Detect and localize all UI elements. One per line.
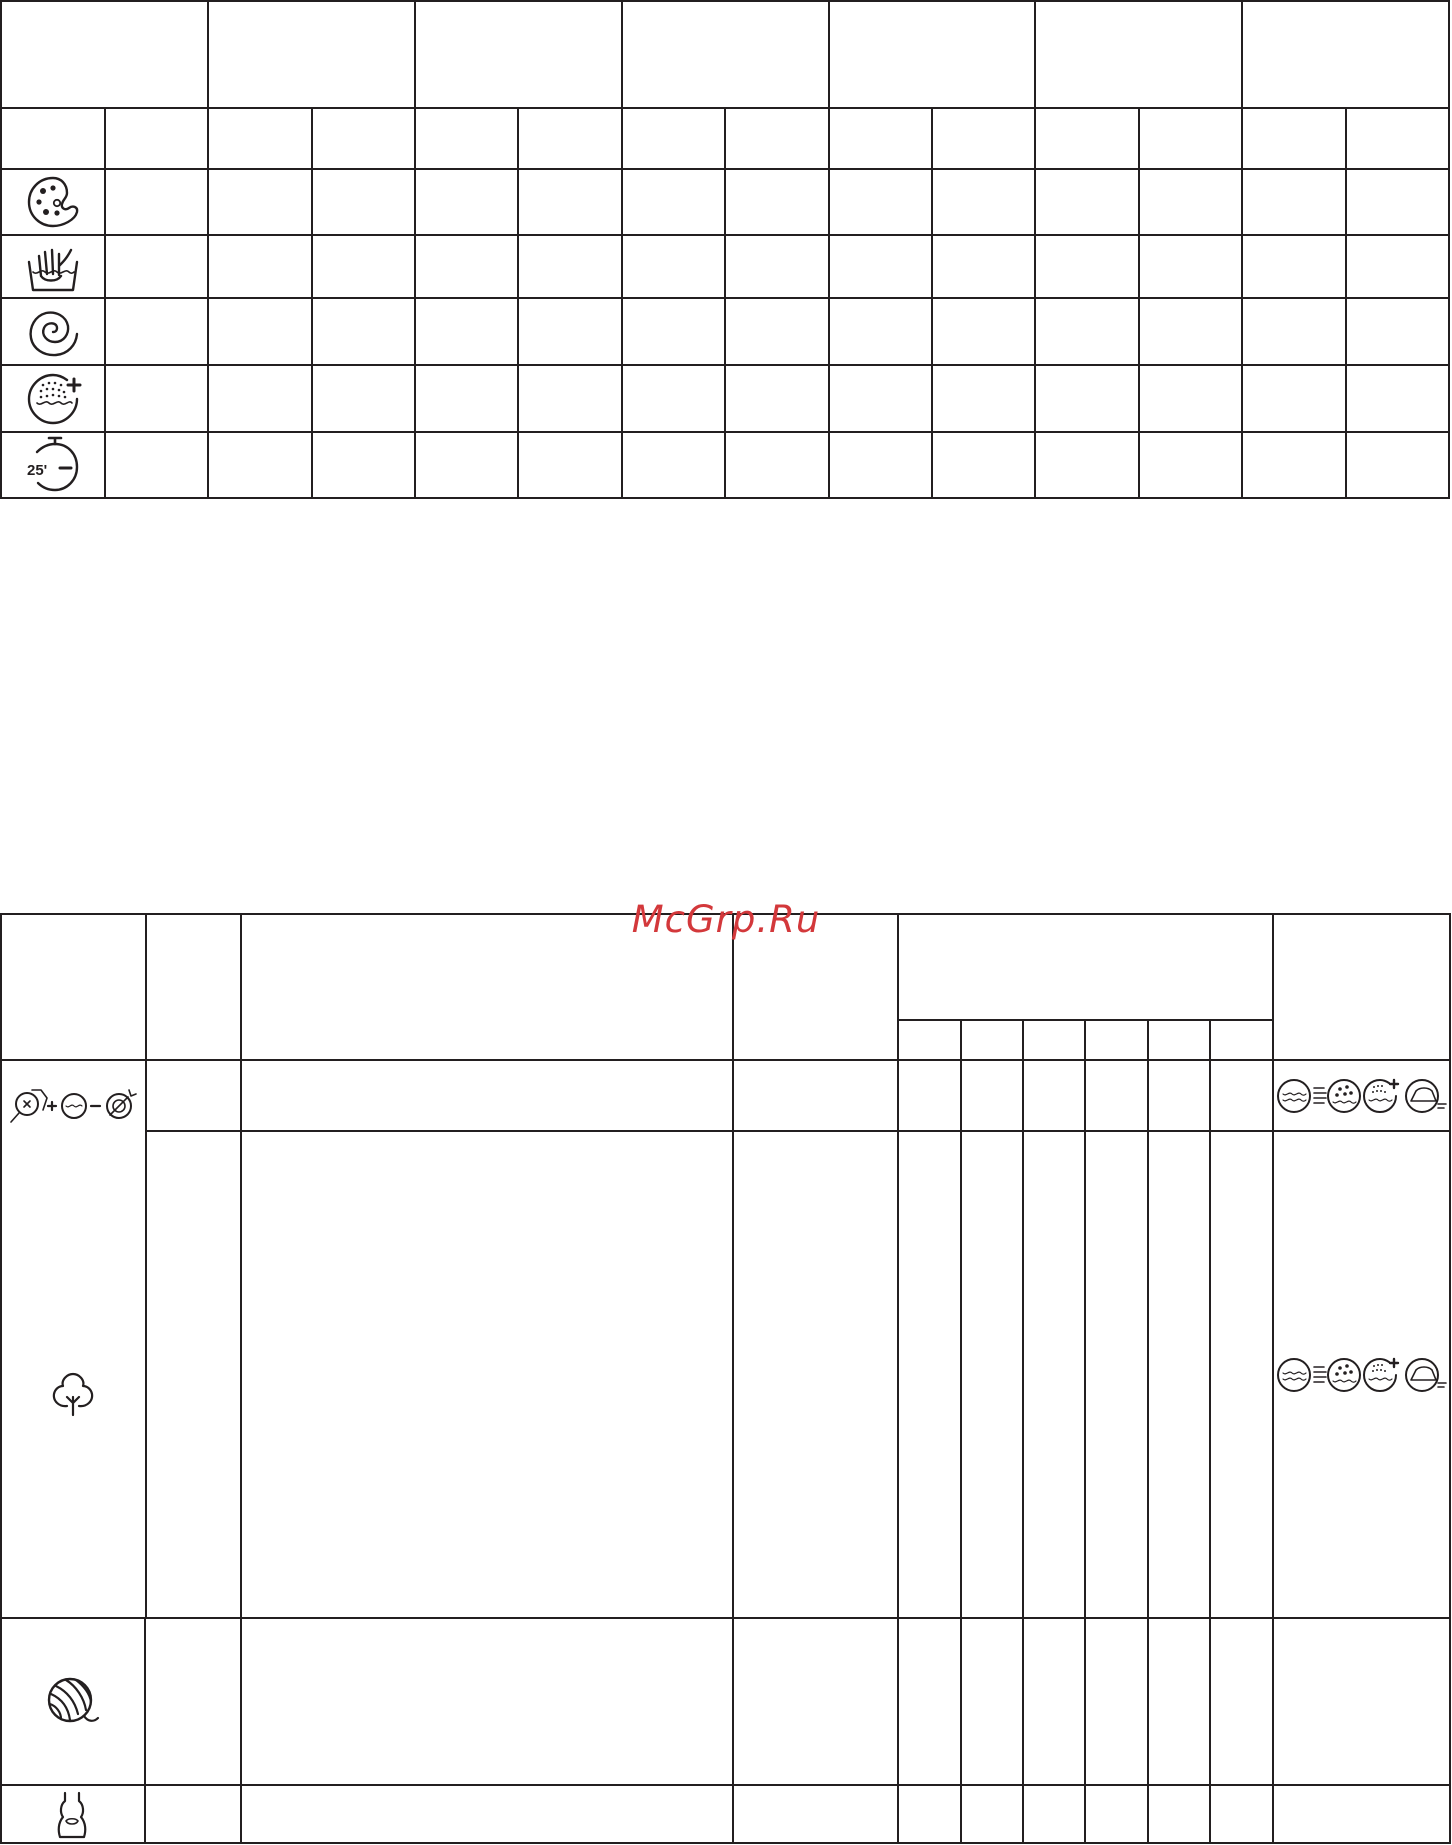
table-2-grid bbox=[1, 914, 1450, 1843]
rinse-plus-icon bbox=[1364, 1359, 1398, 1391]
intensive-icon bbox=[1314, 1080, 1360, 1112]
eco-combo-icon bbox=[11, 1090, 136, 1122]
prewash-icon bbox=[1278, 1080, 1310, 1112]
prewash-icon bbox=[1278, 1359, 1310, 1391]
delicate-dress-icon bbox=[59, 1793, 85, 1837]
intensive-icon bbox=[1314, 1359, 1360, 1391]
option-icons-row-1 bbox=[1278, 1080, 1446, 1112]
watermark: McGrp.Ru bbox=[631, 898, 821, 941]
wool-icon bbox=[49, 1679, 98, 1721]
timer-label: 25' bbox=[27, 462, 48, 479]
rinse-plus-icon bbox=[1364, 1080, 1398, 1112]
option-icons-row-2 bbox=[1278, 1359, 1446, 1391]
easy-iron-icon bbox=[1406, 1080, 1446, 1112]
cotton-icon bbox=[54, 1374, 92, 1415]
easy-iron-icon bbox=[1406, 1359, 1446, 1391]
